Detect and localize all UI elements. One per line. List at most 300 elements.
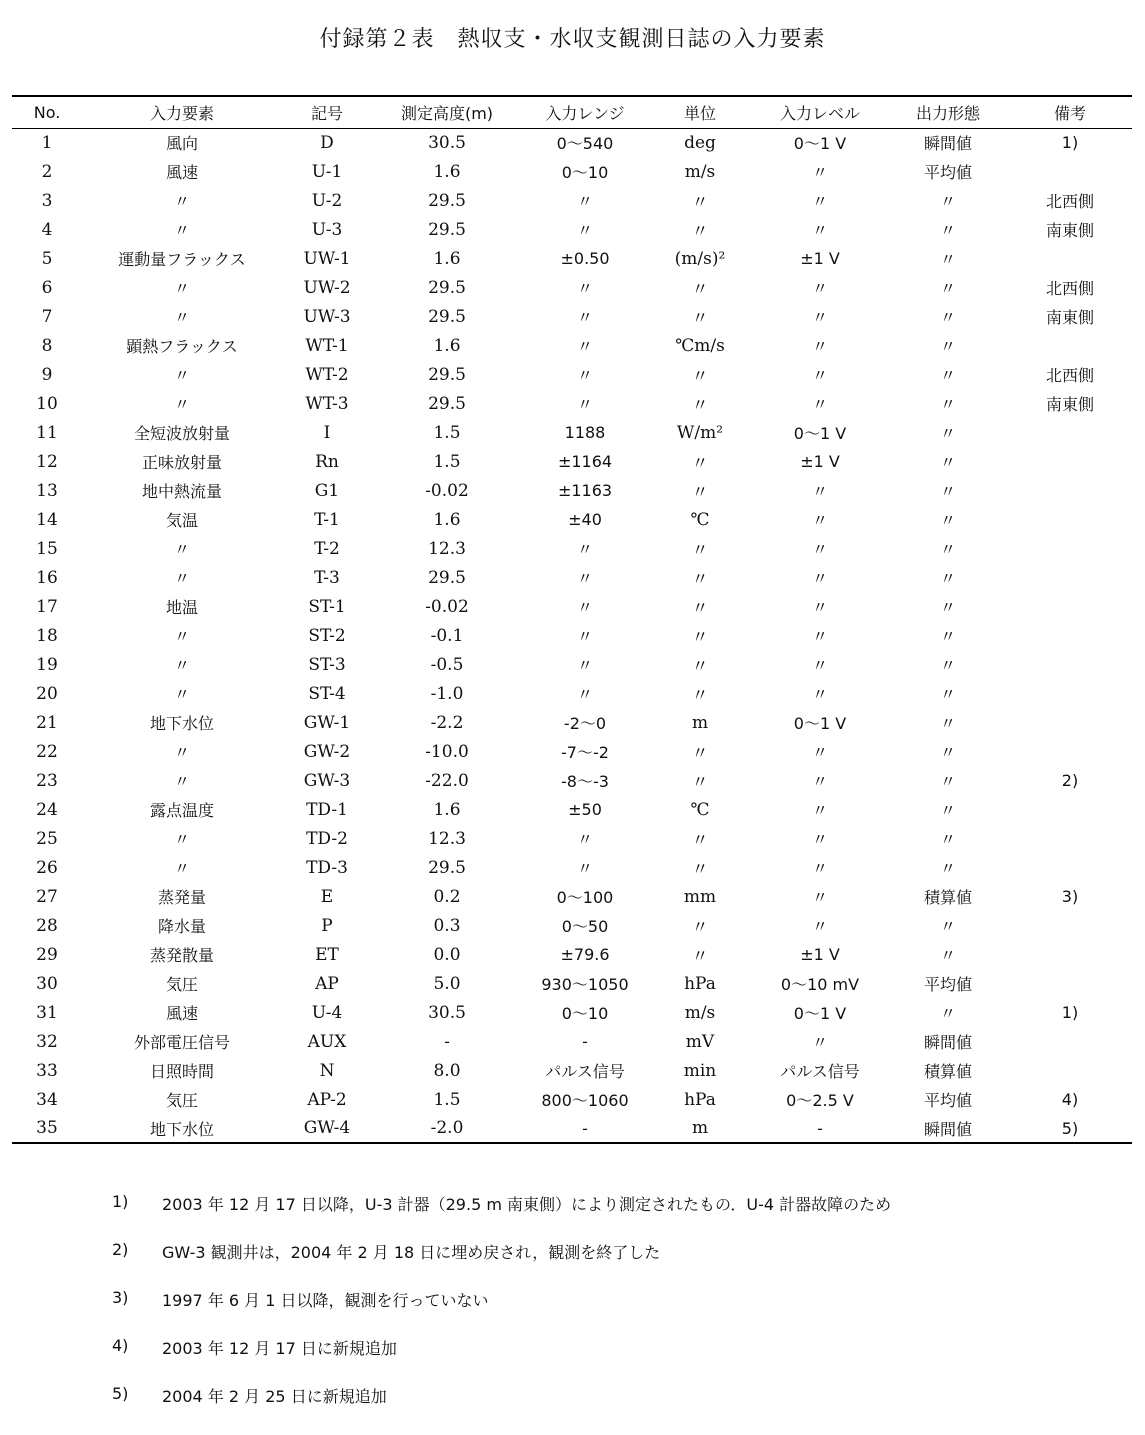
table-row — [12, 331, 1132, 360]
cell-input-level: 〃 — [811, 685, 828, 704]
table-row — [12, 476, 1132, 505]
cell-output-form: 〃 — [939, 453, 956, 472]
cell-symbol: ST-2 — [308, 625, 346, 646]
cell-no: 22 — [36, 741, 58, 762]
cell-no: 3 — [41, 190, 53, 211]
cell-unit: 〃 — [691, 918, 709, 938]
cell-input-level: 0～1 V — [793, 714, 847, 733]
cell-remarks: 南東側 — [1045, 221, 1094, 240]
cell-input-level: 〃 — [811, 163, 828, 182]
cell-symbol: Rn — [315, 451, 339, 472]
cell-height: -0.1 — [430, 625, 464, 646]
table-row — [12, 679, 1132, 708]
cell-output-form: 平均値 — [923, 163, 972, 182]
cell-input-range: 〃 — [576, 337, 593, 356]
cell-symbol: UW-1 — [303, 248, 351, 269]
cell-remarks — [1008, 679, 1132, 708]
cell-symbol: U-4 — [311, 1002, 343, 1023]
header-unit: 単位 — [683, 103, 716, 123]
cell-remarks: 1) — [1061, 1003, 1079, 1022]
table-row — [12, 998, 1132, 1027]
cell-remarks: 4) — [1061, 1090, 1079, 1109]
cell-no: 4 — [41, 219, 53, 240]
cell-no: 35 — [36, 1118, 58, 1138]
cell-input-level: 0～1 V — [793, 1004, 847, 1023]
cell-input-element: 地中熱流量 — [141, 482, 222, 501]
cell-input-level: 〃 — [811, 801, 828, 820]
cell-output-form: 〃 — [939, 656, 956, 675]
cell-input-level: 〃 — [811, 569, 828, 588]
cell-input-element: 風速 — [165, 1004, 198, 1023]
cell-remarks — [1008, 911, 1132, 940]
cell-unit: 〃 — [691, 367, 709, 387]
cell-no: 14 — [36, 509, 58, 530]
cell-height: -2.2 — [430, 712, 464, 733]
cell-input-range: 〃 — [576, 308, 593, 327]
cell-input-element: 風向 — [165, 134, 198, 154]
cell-input-level: 0～1 V — [793, 134, 847, 154]
cell-output-form: 瞬間値 — [923, 1119, 972, 1139]
cell-input-range: 0～100 — [556, 888, 614, 907]
cell-unit: ℃m/s — [675, 335, 725, 356]
table-row — [12, 534, 1132, 563]
cell-output-form: 瞬間値 — [923, 134, 972, 154]
cell-height: 12.3 — [428, 538, 466, 559]
cell-no: 16 — [36, 567, 58, 588]
cell-symbol: G1 — [314, 480, 340, 501]
header-input-element: 入力要素 — [149, 103, 214, 123]
footnote-text: GW-3 観測井は，2004 年 2 月 18 日に埋め戻され，観測を終了した — [162, 1243, 661, 1262]
cell-no: 10 — [36, 393, 58, 414]
cell-input-level: 〃 — [811, 888, 828, 907]
cell-input-element: 〃 — [173, 743, 190, 762]
cell-no: 26 — [36, 857, 58, 878]
cell-no: 29 — [36, 944, 58, 965]
cell-remarks — [1008, 505, 1132, 534]
cell-symbol: TD-2 — [306, 828, 348, 849]
cell-output-form: 〃 — [939, 830, 956, 849]
cell-unit: 〃 — [691, 860, 709, 880]
cell-input-level: 〃 — [811, 830, 828, 849]
cell-input-element: 〃 — [173, 279, 190, 298]
table-row — [12, 186, 1132, 215]
cell-remarks: 北西側 — [1045, 192, 1094, 211]
cell-input-level: パルス信号 — [780, 1062, 860, 1081]
cell-input-level: 〃 — [811, 482, 828, 501]
cell-remarks — [1008, 418, 1132, 447]
cell-no: 32 — [36, 1031, 58, 1052]
cell-output-form: 〃 — [939, 424, 956, 443]
cell-unit: m — [691, 1118, 709, 1138]
cell-height: 1.5 — [433, 422, 461, 443]
cell-input-level: 〃 — [811, 772, 828, 791]
cell-height: 29.5 — [428, 857, 466, 878]
cell-remarks — [1008, 592, 1132, 621]
table-row — [12, 505, 1132, 534]
cell-input-element: 地温 — [165, 598, 198, 617]
cell-input-level: 〃 — [811, 656, 828, 675]
cell-height: 1.6 — [433, 335, 461, 356]
cell-remarks: 2) — [1061, 771, 1079, 790]
cell-input-range: -7～-2 — [561, 743, 609, 762]
cell-output-form: 〃 — [939, 917, 956, 936]
cell-height: 30.5 — [428, 1002, 466, 1023]
cell-input-range: ±50 — [568, 800, 602, 819]
table-row — [12, 650, 1132, 679]
cell-symbol: P — [321, 915, 333, 936]
cell-output-form: 〃 — [939, 946, 956, 965]
cell-no: 11 — [36, 422, 58, 443]
cell-output-form: 〃 — [939, 772, 956, 791]
footnote-number: 1) — [112, 1192, 129, 1211]
cell-input-range: - — [582, 1118, 588, 1138]
cell-remarks — [1008, 476, 1132, 505]
table-row — [12, 708, 1132, 737]
cell-unit: m/s — [684, 161, 716, 182]
cell-no: 8 — [41, 335, 53, 356]
table-row — [12, 621, 1132, 650]
cell-input-element: 気温 — [165, 511, 198, 530]
cell-unit: 〃 — [691, 744, 709, 764]
cell-unit: m/s — [684, 1002, 716, 1023]
cell-height: 8.0 — [433, 1060, 461, 1081]
footnote-number: 4) — [112, 1336, 129, 1355]
cell-output-form: 〃 — [939, 714, 956, 733]
cell-input-element: 〃 — [173, 569, 190, 588]
cell-input-range: 〃 — [576, 279, 593, 298]
cell-input-element: 蒸発量 — [157, 888, 206, 907]
cell-output-form: 〃 — [939, 801, 956, 820]
cell-output-form: 〃 — [939, 366, 956, 385]
cell-output-form: 〃 — [939, 598, 956, 617]
cell-output-form: 平均値 — [923, 1091, 972, 1110]
cell-input-range: - — [582, 1032, 588, 1051]
cell-input-range: ±40 — [568, 510, 602, 529]
cell-input-element: 地下水位 — [149, 1119, 214, 1139]
cell-input-element: 日照時間 — [149, 1062, 214, 1081]
cell-input-level: 〃 — [811, 598, 828, 617]
cell-remarks: 南東側 — [1045, 395, 1094, 414]
cell-symbol: GW-3 — [303, 770, 351, 791]
cell-height: 29.5 — [428, 306, 466, 327]
cell-input-range: 〃 — [576, 192, 593, 211]
table-row — [12, 389, 1132, 418]
cell-height: 1.6 — [433, 509, 461, 530]
cell-output-form: 〃 — [939, 627, 956, 646]
cell-height: 5.0 — [433, 973, 461, 994]
cell-output-form: 〃 — [939, 337, 956, 356]
cell-unit: W/m² — [676, 422, 724, 443]
cell-height: 0.3 — [433, 915, 461, 936]
cell-no: 19 — [36, 654, 58, 675]
cell-unit: ℃ — [690, 509, 710, 530]
cell-input-range: 〃 — [576, 221, 593, 240]
cell-remarks: 南東側 — [1045, 308, 1094, 327]
table-row — [12, 157, 1132, 186]
cell-unit: 〃 — [691, 193, 709, 213]
cell-unit: deg — [684, 132, 716, 153]
cell-no: 1 — [41, 132, 53, 153]
cell-unit: hPa — [684, 973, 716, 994]
cell-input-level: 〃 — [811, 627, 828, 646]
cell-remarks — [1008, 853, 1132, 882]
cell-symbol: U-3 — [311, 219, 343, 240]
header-remarks: 備考 — [1053, 103, 1086, 123]
cell-no: 21 — [36, 712, 58, 733]
table-row — [12, 882, 1132, 911]
cell-symbol: T-3 — [314, 567, 340, 588]
cell-output-form: 〃 — [939, 250, 956, 269]
footnote-text: 2004 年 2 月 25 日に新規追加 — [162, 1387, 387, 1406]
table-row — [12, 911, 1132, 940]
cell-input-element: 〃 — [173, 685, 190, 704]
cell-no: 24 — [36, 799, 58, 820]
cell-input-element: 気圧 — [165, 1091, 198, 1110]
cell-output-form: 〃 — [939, 279, 956, 298]
cell-input-element: 〃 — [173, 656, 190, 675]
cell-input-level: 〃 — [811, 859, 828, 878]
cell-no: 25 — [36, 828, 58, 849]
table-row — [12, 563, 1132, 592]
table-row — [12, 273, 1132, 302]
cell-input-range: 0～10 — [561, 1004, 609, 1023]
cell-input-range: ±1164 — [557, 452, 613, 471]
cell-input-level: - — [817, 1118, 823, 1138]
cell-input-level: 〃 — [811, 917, 828, 936]
cell-input-element: 〃 — [173, 772, 190, 791]
cell-symbol: D — [320, 132, 334, 153]
cell-input-range: 〃 — [576, 540, 593, 559]
table-body — [12, 128, 1132, 1143]
cell-unit: 〃 — [691, 280, 709, 300]
cell-input-level: 〃 — [811, 511, 828, 530]
cell-input-element: 地下水位 — [149, 714, 214, 733]
cell-input-element: 降水量 — [157, 917, 206, 936]
cell-remarks — [1008, 534, 1132, 563]
cell-input-level: 〃 — [811, 279, 828, 298]
cell-remarks — [1008, 447, 1132, 476]
footnote-text: 2003 年 12 月 17 日に新規追加 — [162, 1339, 397, 1358]
cell-no: 27 — [36, 886, 58, 907]
cell-no: 34 — [36, 1089, 58, 1110]
cell-no: 13 — [36, 480, 58, 501]
cell-input-element: 〃 — [173, 540, 190, 559]
cell-no: 31 — [36, 1002, 58, 1023]
cell-no: 2 — [41, 161, 53, 182]
cell-unit: m — [691, 712, 709, 733]
cell-remarks — [1008, 621, 1132, 650]
cell-output-form: 〃 — [939, 308, 956, 327]
cell-input-level: 〃 — [811, 192, 828, 211]
cell-height: -10.0 — [425, 741, 469, 762]
cell-height: 29.5 — [428, 277, 466, 298]
cell-unit: min — [683, 1060, 717, 1081]
cell-remarks: 3) — [1061, 887, 1079, 906]
cell-height: 29.5 — [428, 190, 466, 211]
input-elements-table — [12, 95, 1132, 1144]
cell-unit: 〃 — [691, 541, 709, 561]
cell-remarks — [1008, 244, 1132, 273]
cell-no: 12 — [36, 451, 58, 472]
cell-input-element: 気圧 — [165, 975, 198, 994]
table-row — [12, 1056, 1132, 1085]
cell-input-range: 1188 — [564, 423, 606, 442]
cell-input-range: -8～-3 — [561, 772, 609, 791]
cell-symbol: ST-4 — [308, 683, 346, 704]
cell-output-form: 〃 — [939, 859, 956, 878]
cell-height: 1.5 — [433, 451, 461, 472]
cell-no: 20 — [36, 683, 58, 704]
footnote-text: 1997 年 6 月 1 日以降，観測を行っていない — [162, 1291, 489, 1310]
cell-height: 29.5 — [428, 364, 466, 385]
cell-unit: 〃 — [691, 657, 709, 677]
cell-input-level: 〃 — [811, 743, 828, 762]
cell-no: 23 — [36, 770, 58, 791]
cell-unit: 〃 — [691, 831, 709, 851]
cell-symbol: GW-4 — [303, 1118, 351, 1138]
header-output-form: 出力形態 — [915, 103, 980, 123]
cell-symbol: WT-3 — [305, 393, 349, 414]
cell-input-element: 蒸発散量 — [149, 946, 214, 965]
cell-input-element: 〃 — [173, 830, 190, 849]
cell-height: -1.0 — [430, 683, 464, 704]
cell-height: -0.02 — [425, 480, 469, 501]
cell-input-level: 〃 — [811, 395, 828, 414]
cell-input-element: 正味放射量 — [141, 453, 222, 472]
cell-unit: 〃 — [691, 454, 709, 474]
cell-remarks — [1008, 650, 1132, 679]
cell-no: 9 — [41, 364, 53, 385]
cell-no: 17 — [36, 596, 58, 617]
cell-unit: hPa — [684, 1089, 716, 1110]
cell-output-form: 瞬間値 — [923, 1033, 972, 1052]
cell-input-level: ±1 V — [800, 452, 840, 471]
header-height: 測定高度(m) — [400, 103, 494, 123]
cell-symbol: U-2 — [311, 190, 343, 211]
cell-symbol: E — [320, 886, 334, 907]
cell-height: 29.5 — [428, 393, 466, 414]
cell-input-element: 顕熱フラックス — [126, 337, 238, 356]
cell-height: 29.5 — [428, 567, 466, 588]
cell-height: 29.5 — [428, 219, 466, 240]
cell-input-range: パルス信号 — [545, 1062, 625, 1081]
table-row — [12, 853, 1132, 882]
cell-symbol: AP — [315, 973, 339, 994]
cell-symbol: ST-3 — [308, 654, 346, 675]
cell-height: 12.3 — [428, 828, 466, 849]
cell-unit: 〃 — [691, 773, 709, 793]
cell-input-range: 930～1050 — [541, 975, 629, 994]
cell-no: 5 — [41, 248, 53, 269]
cell-remarks — [1008, 940, 1132, 969]
cell-input-level: 〃 — [811, 1033, 828, 1052]
table-row — [12, 244, 1132, 273]
cell-remarks: 北西側 — [1045, 279, 1094, 298]
cell-remarks — [1008, 708, 1132, 737]
cell-no: 15 — [36, 538, 58, 559]
cell-remarks: 北西側 — [1045, 366, 1094, 385]
cell-input-element: 〃 — [173, 627, 190, 646]
table-row — [12, 1114, 1132, 1143]
cell-remarks — [1008, 824, 1132, 853]
cell-unit: mm — [683, 886, 717, 907]
cell-no: 30 — [36, 973, 58, 994]
cell-input-element: 〃 — [173, 192, 190, 211]
cell-symbol: GW-1 — [303, 712, 351, 733]
cell-input-element: 〃 — [173, 395, 190, 414]
cell-input-range: 0～540 — [556, 134, 614, 154]
cell-unit: 〃 — [691, 483, 709, 503]
cell-input-level: 0～1 V — [793, 424, 847, 443]
cell-output-form: 〃 — [939, 743, 956, 762]
cell-unit: 〃 — [691, 599, 709, 619]
cell-input-range: 〃 — [576, 366, 593, 385]
table-row — [12, 940, 1132, 969]
cell-input-level: ±1 V — [800, 945, 840, 964]
footnote-text: 2003 年 12 月 17 日以降，U-3 計器（29.5 m 南東側）により測定されたもの．U-4 計器故障のため — [162, 1195, 892, 1214]
cell-height: -0.02 — [425, 596, 469, 617]
cell-remarks — [1008, 969, 1132, 998]
table-row — [12, 418, 1132, 447]
cell-symbol: N — [319, 1060, 335, 1081]
cell-output-form: 〃 — [939, 395, 956, 414]
cell-input-range: 〃 — [576, 627, 593, 646]
cell-symbol: I — [323, 422, 331, 443]
cell-input-element: 〃 — [173, 308, 190, 327]
cell-height: 1.6 — [433, 161, 461, 182]
cell-input-level: 0～2.5 V — [786, 1091, 854, 1110]
cell-input-level: 〃 — [811, 366, 828, 385]
cell-symbol: WT-1 — [305, 335, 349, 356]
cell-input-range: 0～10 — [561, 163, 609, 182]
header-symbol: 記号 — [310, 103, 343, 123]
cell-height: - — [444, 1031, 450, 1052]
footnote-number: 5) — [112, 1384, 129, 1403]
cell-no: 6 — [41, 277, 53, 298]
table-row — [12, 592, 1132, 621]
cell-input-range: ±0.50 — [560, 249, 610, 268]
page-title: 付録第２表 熱収支・水収支観測日誌の入力要素 — [319, 27, 826, 52]
table-row — [12, 447, 1132, 476]
footnote-number: 2) — [112, 1240, 129, 1259]
cell-unit: (m/s)² — [674, 248, 726, 269]
cell-output-form: 〃 — [939, 221, 956, 240]
cell-symbol: UW-3 — [303, 306, 351, 327]
cell-symbol: GW-2 — [303, 741, 351, 762]
table-row — [12, 737, 1132, 766]
cell-input-range: 〃 — [576, 656, 593, 675]
cell-no: 28 — [36, 915, 58, 936]
cell-height: 0.0 — [433, 944, 461, 965]
cell-input-level: 〃 — [811, 221, 828, 240]
cell-output-form: 積算値 — [923, 888, 972, 907]
table-row — [12, 969, 1132, 998]
cell-input-element: 外部電圧信号 — [133, 1033, 230, 1052]
cell-output-form: 平均値 — [923, 975, 972, 994]
cell-input-range: 800～1060 — [541, 1091, 629, 1110]
cell-input-element: 〃 — [173, 859, 190, 878]
cell-unit: 〃 — [691, 570, 709, 590]
cell-symbol: AUX — [307, 1031, 347, 1052]
header-input-range: 入力レンジ — [545, 103, 625, 123]
cell-remarks — [1008, 1027, 1132, 1056]
cell-input-range: 〃 — [576, 569, 593, 588]
cell-input-element: 風速 — [165, 163, 198, 182]
cell-input-range: 0～50 — [561, 917, 609, 936]
table-row — [12, 360, 1132, 389]
cell-input-element: 〃 — [173, 366, 190, 385]
table-row — [12, 128, 1132, 157]
